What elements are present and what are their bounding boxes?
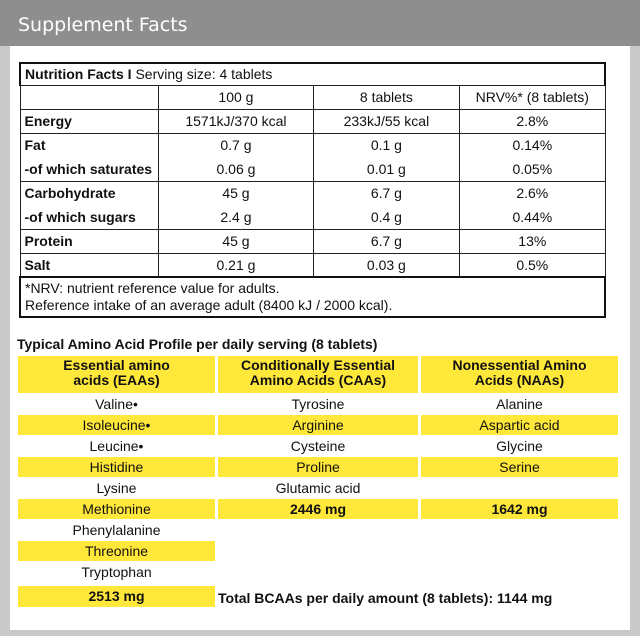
table-row <box>20 253 605 277</box>
bcaa-total: Total BCAAs per daily amount (8 tablets): 1144 mg <box>218 590 553 606</box>
amino-item: Leucine• <box>89 438 144 454</box>
table-cell: 6.7 g <box>313 181 459 205</box>
amino-item: Cysteine <box>290 438 346 454</box>
nutrition-header-row <box>20 85 605 109</box>
note-cell <box>20 277 605 317</box>
page-title: Supplement Facts <box>18 14 188 36</box>
nrv-note: *NRV: nutrient reference value for adults. <box>25 280 280 296</box>
table-cell: 0.5% <box>460 253 605 277</box>
table-row <box>20 181 605 205</box>
caa-header <box>218 356 418 393</box>
table-row <box>20 229 605 253</box>
row-label: Carbohydrate <box>20 181 159 205</box>
table-cell: 233kJ/55 kcal <box>313 109 459 133</box>
table-cell: 0.1 g <box>313 133 459 157</box>
note-row <box>20 277 605 317</box>
table-cell: 0.14% <box>460 133 605 157</box>
eaa-header-line: acids (EAAs) <box>73 372 160 388</box>
table-cell: 0.21 g <box>159 253 313 277</box>
nutrition-title: Nutrition Facts I <box>25 66 132 83</box>
amino-profile-title: Typical Amino Acid Profile per daily serving (8 tablets) <box>17 336 378 352</box>
empty-header-cell <box>20 85 159 109</box>
eaa-total: 2513 mg <box>18 586 215 607</box>
eaa-header-line: Essential amino <box>63 357 170 373</box>
amino-item: Aspartic acid <box>421 415 618 435</box>
amino-item: Tyrosine <box>291 396 345 412</box>
amino-item: Methionine <box>18 499 215 519</box>
caa-total: 2446 mg <box>218 499 418 519</box>
table-row <box>20 133 605 157</box>
table-cell: 0.05% <box>460 157 605 181</box>
amino-item: Phenylalanine <box>72 522 161 538</box>
table-cell: 0.06 g <box>159 157 313 181</box>
table-cell: 1571kJ/370 kcal <box>159 109 313 133</box>
table-cell: 13% <box>460 229 605 253</box>
amino-item: Proline <box>218 457 418 477</box>
amino-item: Threonine <box>18 541 215 561</box>
amino-item: Valine• <box>95 396 138 412</box>
naa-header-line: Nonessential Amino <box>452 357 587 373</box>
eaa-header <box>18 356 215 393</box>
reference-intake-note: Reference intake of an average adult (8400 kJ / 2000 kcal). <box>25 297 393 313</box>
amino-item: Glutamic acid <box>275 480 361 496</box>
amino-item: Tryptophan <box>81 564 152 580</box>
amino-item: Isoleucine• <box>18 415 215 435</box>
amino-item: Lysine <box>96 480 137 496</box>
table-cell: 0.44% <box>460 205 605 229</box>
table-cell: 0.4 g <box>313 205 459 229</box>
amino-item: Serine <box>421 457 618 477</box>
amino-item: Histidine <box>18 457 215 477</box>
amino-item: Arginine <box>218 415 418 435</box>
table-cell: 0.7 g <box>159 133 313 157</box>
table-cell: 2.8% <box>460 109 605 133</box>
nutrition-table <box>19 62 606 318</box>
row-label: Salt <box>20 253 159 277</box>
column-header: 8 tablets <box>313 85 459 109</box>
table-cell: 45 g <box>159 181 313 205</box>
table-cell: 0.03 g <box>313 253 459 277</box>
serving-size: Serving size: 4 tablets <box>131 66 273 83</box>
table-cell: 45 g <box>159 229 313 253</box>
table-cell: 2.4 g <box>159 205 313 229</box>
amino-item: Glycine <box>496 438 543 454</box>
naa-total: 1642 mg <box>421 499 618 519</box>
row-label: Energy <box>20 109 159 133</box>
table-row <box>20 157 605 181</box>
page-header <box>0 0 640 46</box>
table-row <box>20 109 605 133</box>
table-row <box>20 205 605 229</box>
amino-item: Alanine <box>496 396 543 412</box>
caa-header-line: Amino Acids (CAAs) <box>249 372 387 388</box>
table-cell: 6.7 g <box>313 229 459 253</box>
naa-header <box>421 356 618 393</box>
nutrition-title-row <box>20 63 605 85</box>
row-label: -of which sugars <box>20 205 159 229</box>
column-header: 100 g <box>159 85 313 109</box>
row-label: -of which saturates <box>20 157 159 181</box>
column-header: NRV%* (8 tablets) <box>460 85 605 109</box>
nutrition-title-cell <box>20 63 605 85</box>
table-cell: 2.6% <box>460 181 605 205</box>
table-cell: 0.01 g <box>313 157 459 181</box>
naa-header-line: Acids (NAAs) <box>474 372 565 388</box>
row-label: Protein <box>20 229 159 253</box>
caa-header-line: Conditionally Essential <box>240 357 396 373</box>
row-label: Fat <box>20 133 159 157</box>
